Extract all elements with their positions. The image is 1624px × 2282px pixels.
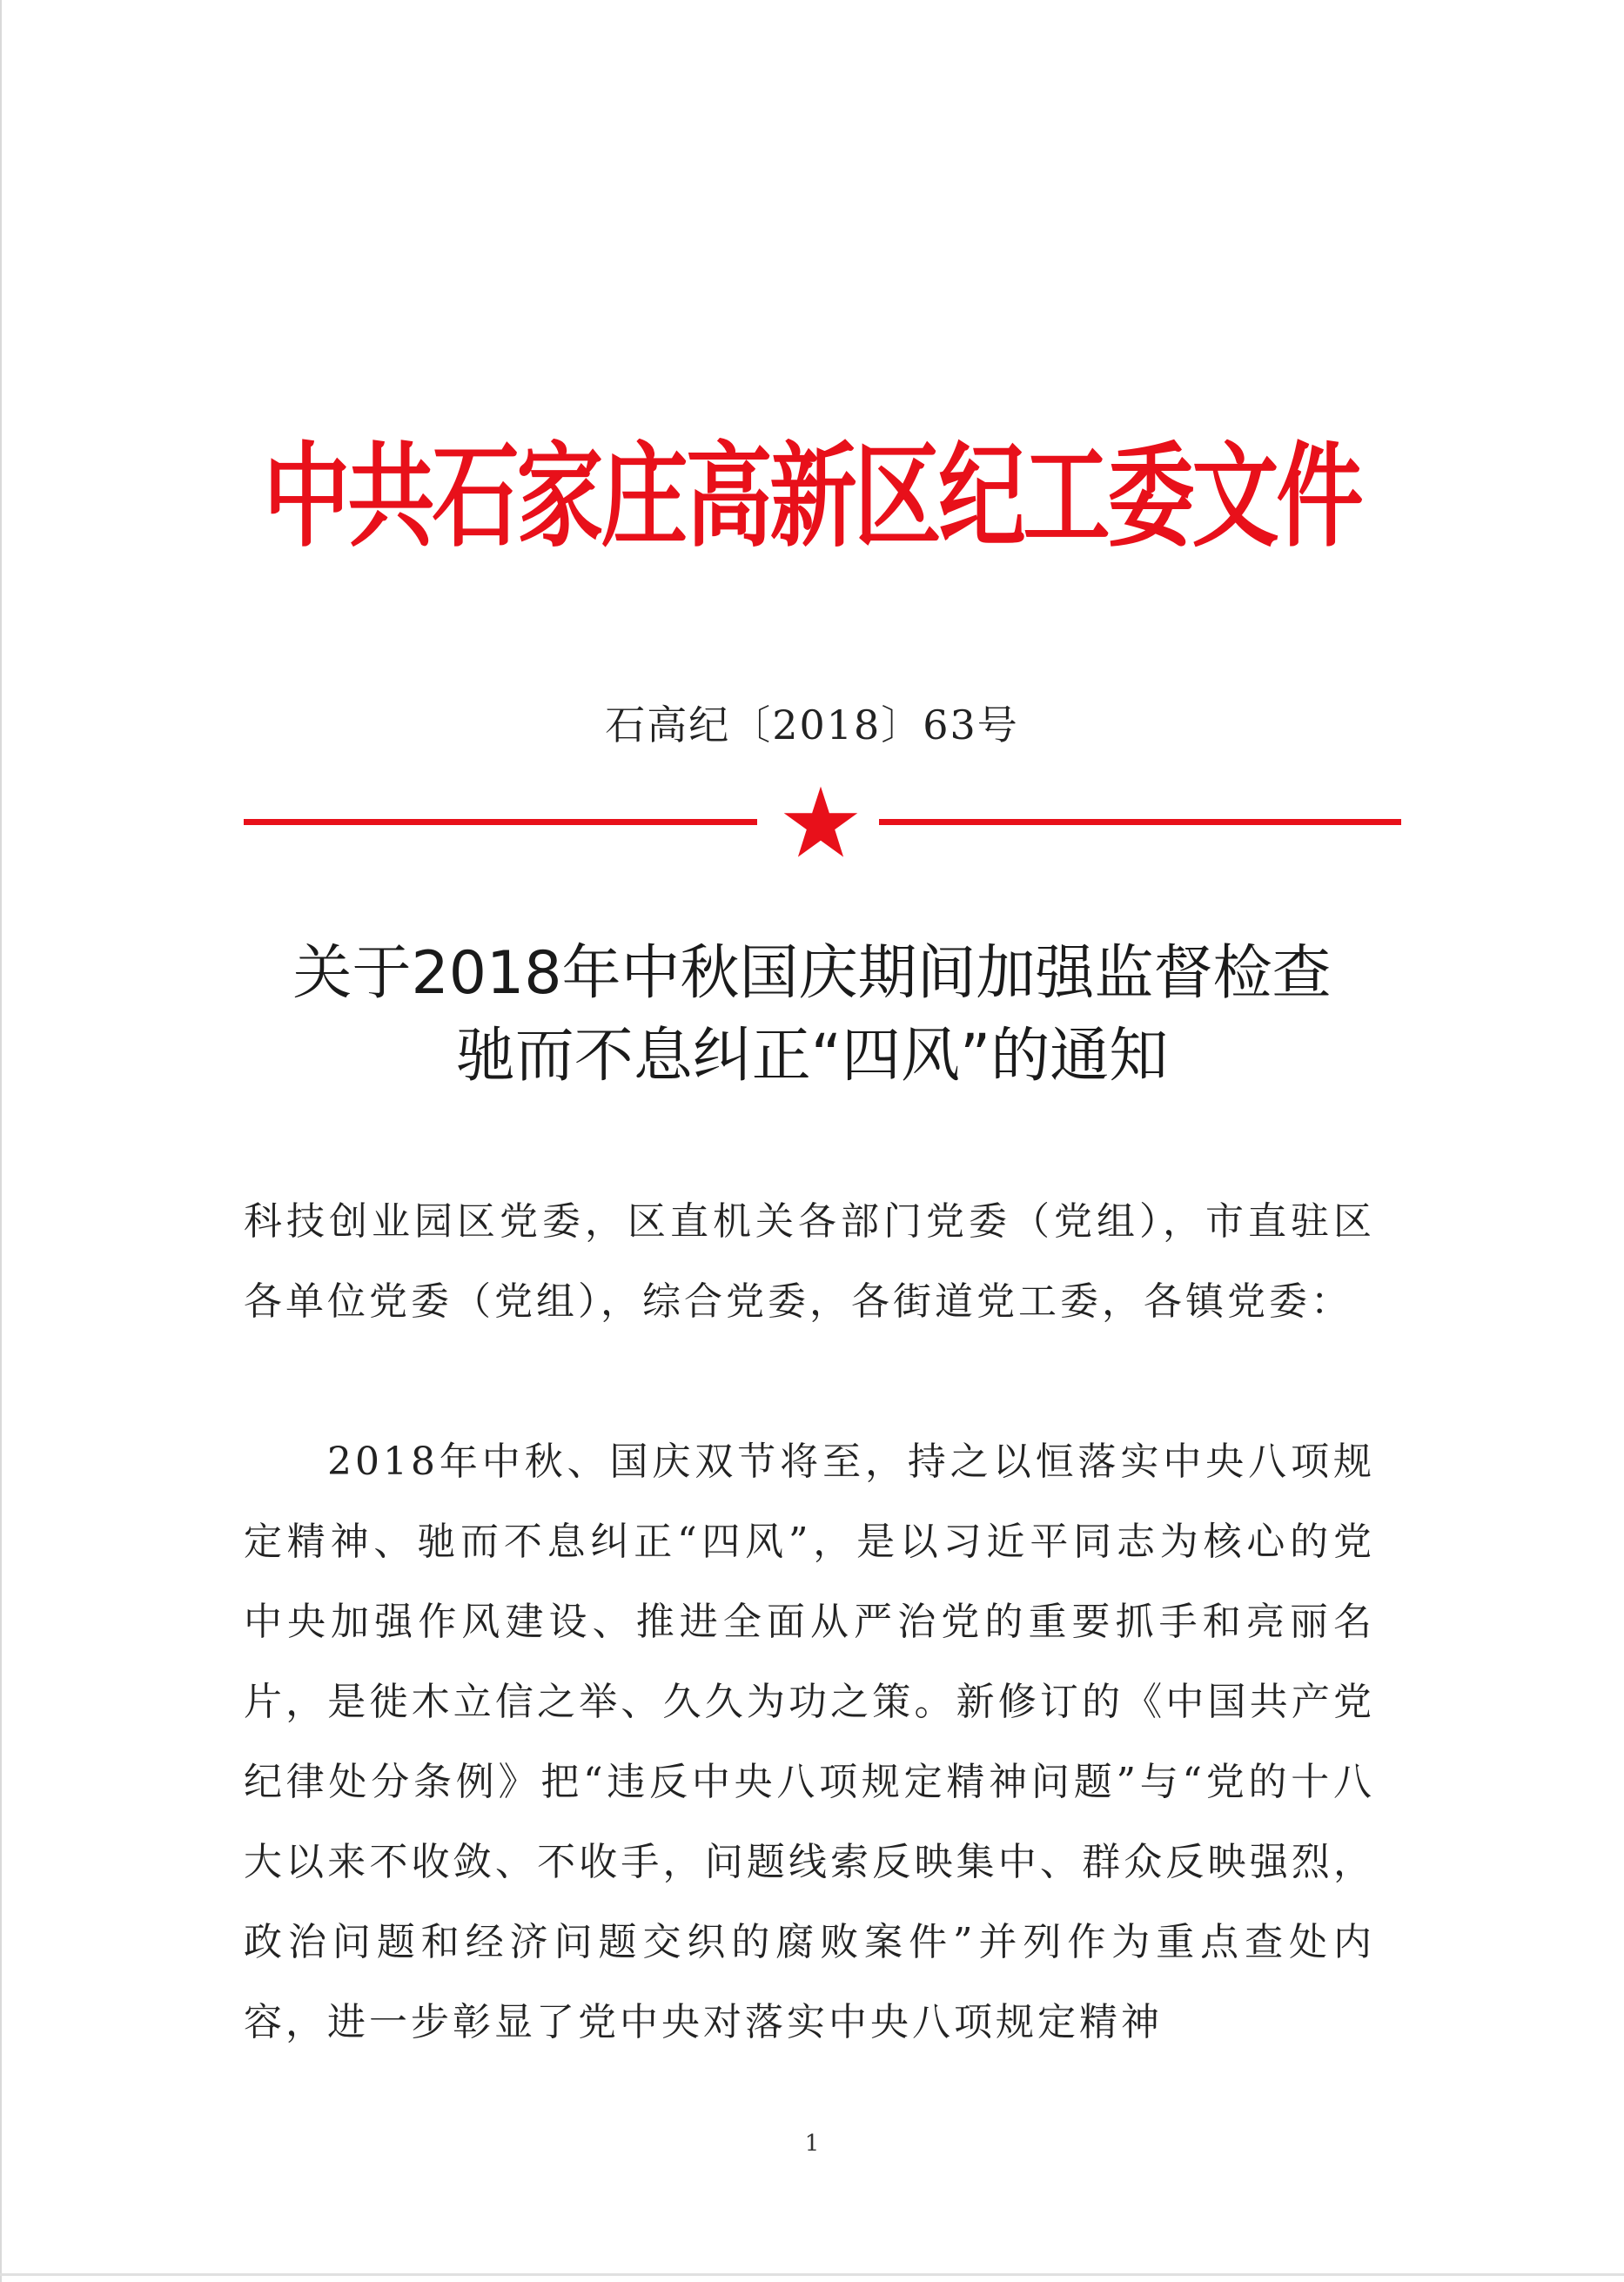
red-star-icon (782, 783, 860, 862)
scan-edge-bottom (0, 2273, 1624, 2276)
red-rule-left (244, 819, 757, 825)
red-rule-right (879, 819, 1401, 825)
body-paragraph: 2018年中秋、国庆双节将至，持之以恒落实中央八项规定精神、驰而不息纠正“四风”，是以习近平同志为核心的党中央加强作风建设、推进全面从严治党的重要抓手和亮丽名片，是徙木立信之举、久久为功之策。新修订的《中国共产党纪律处分条例》把“违反中央八项规定精神问题”与“党的十八大以来不收敛、不收手，问题线索反映集中、群众反映强烈，政治问题和经济问题交织的腐败案件”并列作为重点查处内容，进一步彰显了党中央对落实中央八项规定精神 (244, 1440, 1375, 2044)
notice-title-line2: 驰而不息纠正“四风”的通知 (455, 1022, 1169, 1091)
document-number: 石高纪〔2018〕63号 (605, 701, 1019, 748)
document-header-title: 中共石家庄高新区纪工委文件 (263, 429, 1361, 563)
scan-edge-left (0, 0, 2, 2282)
page-number: 1 (804, 2131, 820, 2157)
notice-title-line1: 关于2018年中秋国庆期间加强监督检查 (292, 939, 1332, 1008)
addressee: 科技创业园区党委，区直机关各部门党委（党组），市直驻区各单位党委（党组），综合党委，各街道党工委，各镇党委： (244, 1199, 1375, 1324)
